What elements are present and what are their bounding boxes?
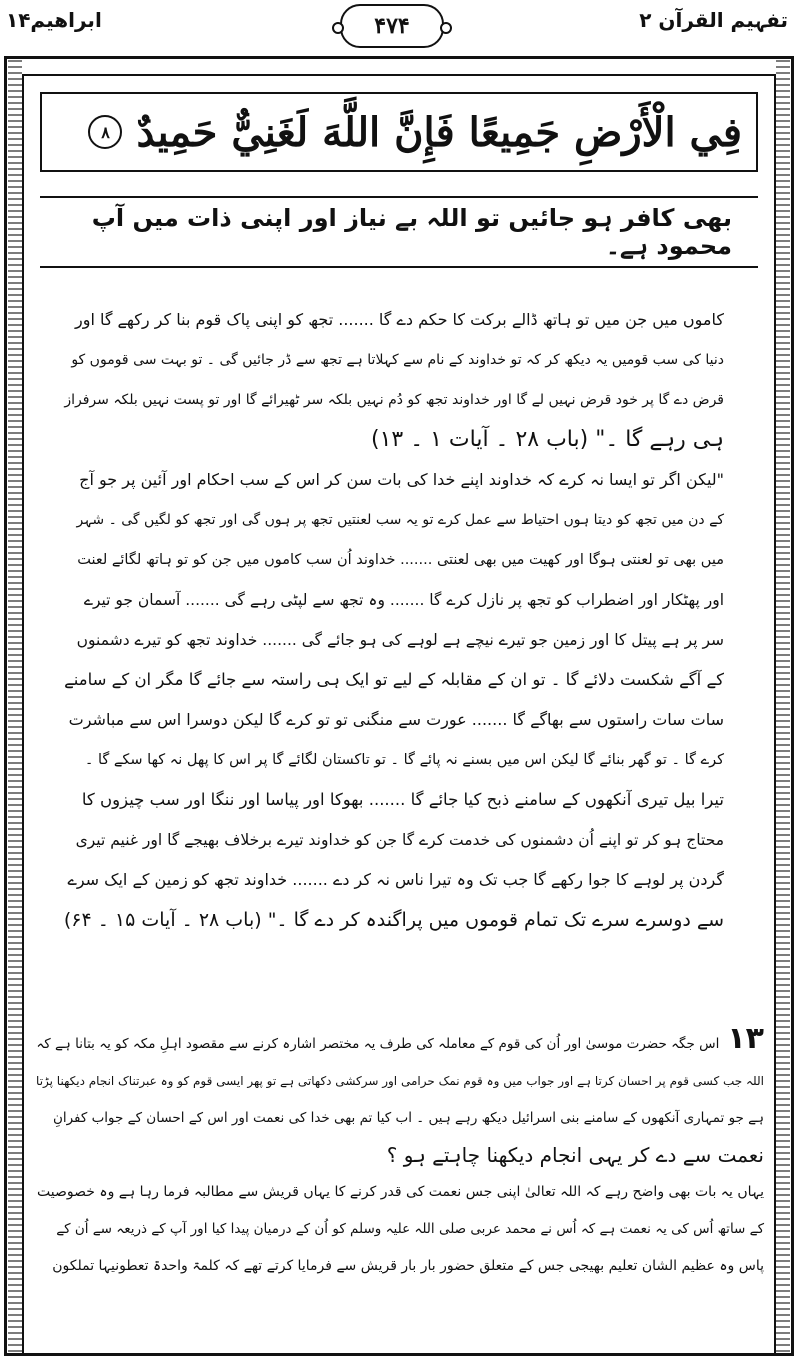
urdu-translation [40, 196, 758, 268]
quote-line: ہی رہے گا ۔" (باب ۲۸ ۔ آیات ۱ ۔ ۱۳) [370, 427, 724, 452]
footnote-line: اس جگہ حضرت موسیٰ اور اُن کی قوم کے معاملہ کی طرف یہ مختصر اشارہ کرنے سے مقصود اہلِ مکہ کو یہ بتانا ہے کہ [36, 1036, 720, 1052]
translation-text: بھی کافر ہو جائیں تو اللہ بے نیاز اور اپنی ذات میں آپ محمود ہے۔ [91, 204, 732, 260]
quote-line: گردن پر لوہے کا جوا رکھے گا جب تک وہ تیرا ناس نہ کر دے ....... خداوند تجھ کو زمین کے ایک سرے [67, 870, 724, 889]
page-header [0, 0, 800, 56]
quote-line: "لیکن اگر تو ایسا نہ کرے کہ خداوند اپنے خدا کی بات سن کر اس کے سب احکام اور آئین پر جو آج [79, 470, 724, 489]
quote-line: کرے گا ۔ تو گھر بنائے گا لیکن اس میں بسنے نہ پائے گا ۔ تو تاکستان لگائے گا پر اس کا پھل نہ کھا سکے گا ۔ [84, 752, 724, 768]
quote-line: محتاج ہو کر تو اپنے اُن دشمنوں کی خدمت کرے گا جن کو خداوند تیرے برخلاف بھیجے گا اور غنیم تیری [75, 831, 724, 849]
surah-label: ابراھیم۱۴ [6, 8, 102, 32]
quote-line: تیرا بیل تیری آنکھوں کے سامنے ذبح کیا جائے گا ....... بھوکا اور پیاسا اور ننگا اور سب چیزوں کا [81, 790, 724, 809]
quote-line: کے دن میں تجھ کو دیتا ہوں احتیاط سے عمل کرے تو یہ سب لعنتیں تجھ پر ہوں گی اور تجھ کو لگیں گی ۔ شہر [76, 512, 724, 528]
ayah-number-marker [88, 115, 122, 149]
arabic-verse-text: فِي الْأَرْضِ جَمِيعًا فَإِنَّ اللَّهَ لَغَنِيٌّ حَمِيدٌ [136, 108, 742, 156]
quote-line: قرض دے گا پر خود قرض نہیں لے گا اور خداوند تجھ کو دُم نہیں بلکہ سر ٹھیرائے گا اور تو پست نہیں بلکہ سرفراز [64, 392, 724, 408]
footnote-line: کے ساتھ اُس کی یہ نعمت ہے کہ اُس نے محمد عربی صلی اللہ علیہ وسلم کو اُن کے درمیان پیدا کیا اور آپ کے ذریعہ سے اُن کے [56, 1221, 764, 1237]
quote-line: سے دوسرے سرے تک تمام قوموں میں پراگندہ کر دے گا ۔" (باب ۲۸ ۔ آیات ۱۵ ۔ ۶۴) [63, 909, 724, 931]
arabic-verse-box [40, 92, 758, 172]
quote-line: میں بھی تو لعنتی ہوگا اور کھیت میں بھی لعنتی ....... خداوند اُن سب کاموں میں جن کو تو ہاتھ لگائے لعنت [77, 552, 724, 568]
footnote-line: ہے جو تمہاری آنکھوں کے سامنے بنی اسرائیل دیکھ رہے ہیں ۔ اب کیا تم بھی خدا کی نعمت اور اس کے احسان کے جواب کفرانِ [52, 1110, 764, 1126]
book-title: تفہیم القرآن ۲ [639, 8, 788, 32]
footnote-line: اللہ جب کسی قوم پر احسان کرتا ہے اور جواب میں وہ قوم نمک حرامی اور سرکشی دکھاتی ہے تو پھر ایسی قوم کو وہ عبرتناک انجام دیکھنا پڑتا [36, 1074, 764, 1088]
ayah-number: ۸ [101, 122, 110, 142]
quote-line: دنیا کی سب قومیں یہ دیکھ کر کہ تو خداوند کے نام سے کہلاتا ہے تجھ سے ڈر جائیں گی ۔ تو بہت سی قوموں کو [71, 352, 724, 368]
quoted-commentary [64, 300, 724, 940]
quote-line: کے آگے شکست دلائے گا ۔ تو ان کے مقابلہ کے لیے تو ایک ہی راستہ سے جائے گا مگر ان کے سامنے [64, 670, 724, 689]
footnote-line: نعمت سے دے کر یہی انجام دیکھنا چاہتے ہو ؟ [386, 1143, 764, 1167]
quote-line: اور پھٹکار اور اضطراب کو تجھ پر نازل کرے گا ....... وہ تجھ سے لپٹی رہے گی ....... آسمان جو تیرے [83, 591, 724, 609]
quote-line: سات سات راستوں سے بھاگے گا ....... عورت سے منگنی تو تو کرے گا لیکن دوسرا اس سے مباشرت [68, 710, 724, 729]
quote-line: کاموں میں جن میں تو ہاتھ ڈالے برکت کا حکم دے گا ....... تجھ کو اپنی پاک قوم بنا کر رکھے گا اور [74, 310, 724, 329]
footnote-first-line [34, 1020, 764, 1063]
footnote-line: یہاں یہ بات بھی واضح رہے کہ اللہ تعالیٰ اپنی جس نعمت کی قدر کرنے کا یہاں قریش سے مطالبہ فرما رہا ہے وہ خصوصیت [37, 1184, 764, 1200]
arabic-verse [88, 109, 742, 156]
footnote-section [34, 1020, 764, 1285]
page-number-badge [340, 4, 444, 48]
page-number: ۴۷۴ [374, 13, 410, 39]
footnote-line: پاس وہ عظیم الشان تعلیم بھیجی جس کے متعلق حضور بار بار قریش سے فرمایا کرتے تھے کہ کلمۃ واحدۃ تعطونیہا تملکون [52, 1258, 764, 1274]
quote-line: سر پر ہے پیتل کا اور زمین جو تیرے نیچے ہے لوہے کی ہو جائے گی ....... خداوند تجھ کو تیرے دشمنوں [76, 631, 724, 649]
footnote-number: ۱۳ [727, 1021, 764, 1056]
